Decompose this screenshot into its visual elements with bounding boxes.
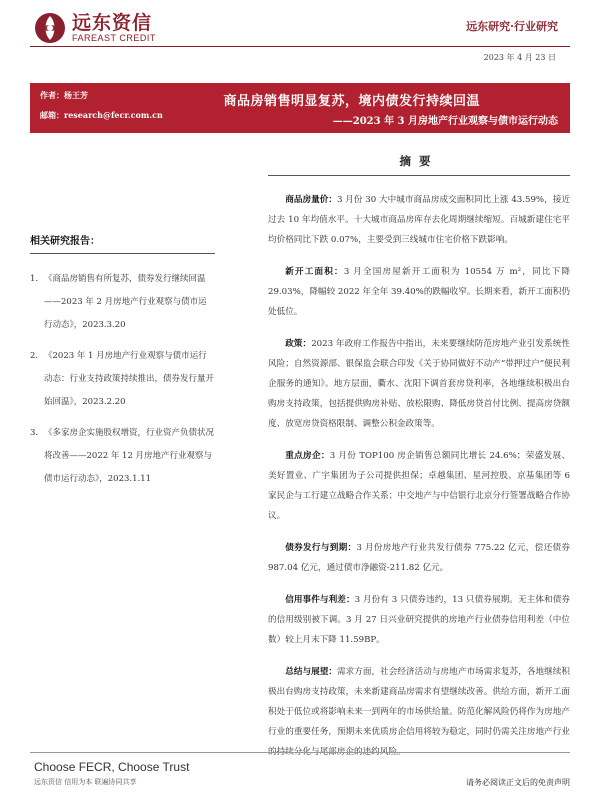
related-reports-title: 相关研究报告： [30, 232, 215, 254]
header-divider [30, 46, 570, 47]
paragraph-key: 债券发行与到期： [285, 543, 357, 553]
footer-disclaimer: 请务必阅读正文后的免责声明 [466, 778, 570, 787]
paragraph-key: 总结与展望： [285, 667, 337, 677]
paragraph-text: 需求方面，社会经济活动与房地产市场需求复苏，各地继续积极出台购房支持政策，未来新建商品房需求有望继续改善。供给方面，新开工面积处于低位或将影响未来一到两年的市场供给量。防范化解风险仍将作为房地产行业的重要任务，预期未来优质房企信用将较为稳定，同时仍需关注房地产行业的持续分化与尾部房企的违约风险。 [268, 667, 570, 757]
paragraph-text: 3 月份房地产行业共发行债券 775.22 亿元，偿还债券 987.04 亿元，通过债市净融资-211.82 亿元。 [268, 543, 570, 573]
author: 作者：杨王芳 [40, 90, 88, 100]
paragraph-text: 3 月份 TOP100 房企销售总额同比增长 24.6%；荣盛发展、美好置业、广宇集团为子公司提供担保；卓越集团、星河控股、京基集团等 6 家民企与工行建立战略合作关系；中交地产与中信银行北京分行签署战略合作协议。 [268, 451, 570, 521]
company-logo [34, 12, 156, 44]
paragraph-text: 2023 年政府工作报告中指出，未来要继续防范房地产业引发系统性风险；自然资源部、银保监会联合印发《关于协同做好不动产“带押过户”便民利企服务的通知》。地方层面，衢水、沈阳下调首套房贷利率，各地继续积极出台购房支持政策，包括提供购房补贴、放松限购、降低房贷首付比例、提高房贷额度、放宽房贷资格限制、调整公积金政策等。 [268, 339, 570, 429]
footer-slogan-en: Choose FECR, Choose Trust [34, 760, 190, 774]
logo-chinese-name: 远东资信 [72, 12, 153, 34]
related-report-item[interactable] [30, 422, 215, 491]
abstract-section [268, 153, 570, 762]
author-email[interactable]: 邮箱：research@fecr.com.cn [40, 110, 163, 120]
footer-slogan-cn: 远东资信 信用为本 联遍协同共享 [34, 778, 137, 786]
ref-text: 《多家房企实施股权增资，行业资产负债状况将改善——2022 年 12 月房地产行业观察与债市运行动态》，2023.1.11 [44, 428, 215, 484]
abstract-heading: 摘要 [268, 153, 570, 176]
logo-english-name: FAREAST CREDIT [72, 33, 156, 43]
related-report-item[interactable] [30, 345, 215, 414]
related-report-item[interactable] [30, 268, 215, 337]
ref-number: 2. [30, 351, 39, 361]
footer-divider [30, 752, 570, 753]
ref-number: 1. [30, 274, 39, 284]
report-series: 远东研究·行业研究 [466, 20, 558, 33]
paragraph-text: 3 月份 30 大中城市商品房成交面积同比上涨 43.59%，接近过去 10 年均值水平。十大城市商品房库存去化周期继续缩短。百城新建住宅平均价格同比下跌 0.07%，主要受到三线城市住宅价格下跌影响。 [268, 195, 570, 245]
ref-text: 《2023 年 1 月房地产行业观察与债市运行动态：行业支持政策持续推出，债券发行量开始回温》，2023.2.20 [44, 351, 215, 407]
abstract-paragraph [268, 446, 570, 526]
related-reports-sidebar [30, 232, 215, 499]
abstract-paragraph [268, 262, 570, 322]
report-title: 商品房销售明显复苏，境内债发行持续回温 [223, 94, 480, 109]
abstract-paragraph [268, 538, 570, 578]
paragraph-key: 政策： [285, 339, 312, 349]
ref-number: 3. [30, 428, 39, 438]
paragraph-key: 信用事件与利差： [285, 595, 355, 605]
ref-text: 《商品房销售有所复苏，债券发行继续回温——2023 年 2 月房地产行业观察与债市运行动态》，2023.3.20 [44, 274, 207, 330]
title-band [30, 83, 570, 133]
paragraph-text: 3 月全国房屋新开工面积为 10554 万 m²，同比下降 29.03%，降幅较 2022 年全年 39.40%的跌幅收窄。长期来看，新开工面积仍处低位。 [268, 267, 570, 317]
paragraph-key: 商品房量价： [285, 195, 338, 205]
paragraph-key: 重点房企： [285, 451, 330, 461]
paragraph-key: 新开工面积： [285, 267, 344, 277]
fareast-logo-icon [34, 12, 66, 44]
report-subtitle: ——2023 年 3 月房地产行业观察与债市运行动态 [332, 116, 558, 127]
abstract-paragraph [268, 662, 570, 762]
paragraph-text: 3 月份有 3 只债券违约，13 只债券展期。无主体和债券的信用级别被下调。3 月 27 日兴业研究提供的房地产行业债券信用利差（中位数）较上月末下降 11.59BP。 [268, 595, 570, 645]
abstract-paragraph [268, 590, 570, 650]
abstract-paragraph [268, 190, 570, 250]
report-date: 2023 年 4 月 23 日 [483, 53, 556, 62]
abstract-paragraph [268, 334, 570, 434]
